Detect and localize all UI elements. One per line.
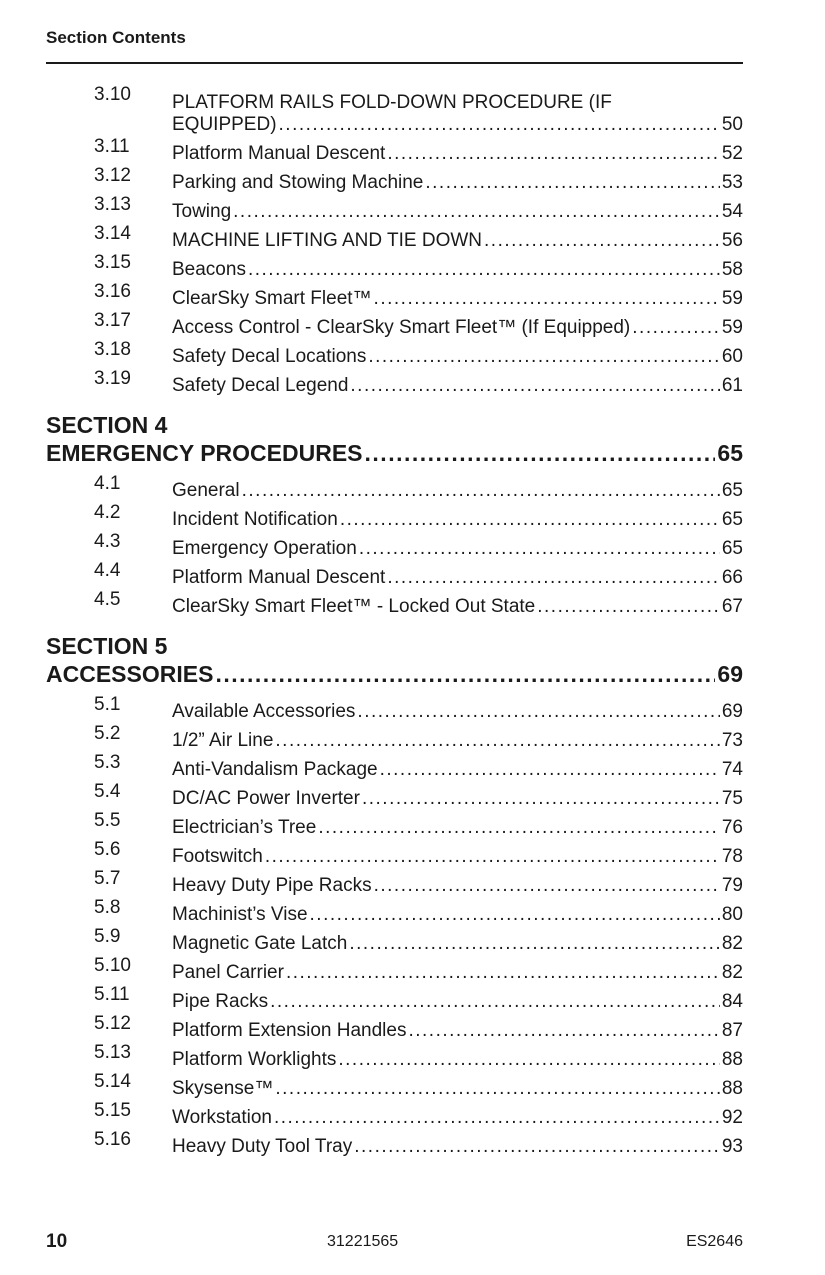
entry-title: Safety Decal Locations — [172, 346, 367, 367]
dot-leader — [354, 1136, 720, 1158]
toc-entry[interactable] — [46, 839, 743, 868]
entry-page-number: 60 — [721, 346, 743, 367]
toc-entry[interactable] — [46, 560, 743, 589]
entry-body — [172, 875, 743, 897]
toc-entry[interactable] — [46, 223, 743, 252]
entry-body — [172, 346, 743, 368]
dot-leader — [425, 172, 719, 194]
dot-leader — [387, 567, 720, 589]
entry-page-number: 67 — [721, 596, 743, 617]
entry-page-number: 65 — [721, 509, 743, 530]
toc-entry[interactable] — [46, 1100, 743, 1129]
entry-number: 4.5 — [94, 589, 121, 610]
entry-title-row — [172, 1049, 743, 1071]
section-page-number: 69 — [717, 661, 743, 687]
entry-body — [172, 375, 743, 397]
entry-number: 3.11 — [94, 136, 130, 157]
entry-body — [172, 991, 743, 1013]
entry-title-row — [172, 1136, 743, 1158]
entry-number: 5.2 — [94, 723, 121, 744]
entry-title-row — [172, 288, 743, 310]
entry-page-number: 69 — [721, 701, 743, 722]
dot-leader — [374, 288, 720, 310]
dot-leader — [233, 201, 720, 223]
entry-number: 4.3 — [94, 531, 121, 552]
entry-body — [172, 172, 743, 194]
entry-title: Parking and Stowing Machine — [172, 172, 424, 193]
table-of-contents — [46, 84, 743, 1158]
entry-number: 5.16 — [94, 1129, 131, 1150]
entry-page-number: 75 — [721, 788, 743, 809]
entry-title-row — [172, 1020, 743, 1042]
entry-title-row — [172, 114, 743, 136]
entry-title: Machinist’s Vise — [172, 904, 308, 925]
toc-entry[interactable] — [46, 339, 743, 368]
dot-leader — [270, 991, 720, 1013]
entry-title: Platform Manual Descent — [172, 567, 386, 588]
entry-body — [172, 701, 743, 723]
dot-leader — [350, 375, 719, 397]
entry-title: Towing — [172, 201, 232, 222]
section-heading[interactable] — [46, 411, 743, 467]
dot-leader — [408, 1020, 719, 1042]
entry-number: 5.11 — [94, 984, 130, 1005]
entry-page-number: 54 — [721, 201, 743, 222]
entry-number: 3.13 — [94, 194, 131, 215]
entry-body — [172, 143, 743, 165]
entry-number: 5.7 — [94, 868, 121, 889]
dot-leader — [248, 259, 720, 281]
entry-title-row — [172, 596, 743, 618]
entry-page-number: 80 — [721, 904, 743, 925]
toc-entry[interactable] — [46, 1042, 743, 1071]
entry-number: 4.1 — [94, 473, 121, 494]
entry-number: 5.8 — [94, 897, 121, 918]
section-title-row — [46, 660, 743, 688]
entry-page-number: 84 — [721, 991, 743, 1012]
entry-title-row — [172, 230, 743, 252]
dot-leader — [318, 817, 720, 839]
entry-title: Workstation — [172, 1107, 272, 1128]
entry-title: Magnetic Gate Latch — [172, 933, 348, 954]
entry-number: 5.4 — [94, 781, 121, 802]
toc-entry[interactable] — [46, 136, 743, 165]
toc-entry[interactable] — [46, 1129, 743, 1158]
entry-title: Platform Worklights — [172, 1049, 337, 1070]
toc-entry[interactable] — [46, 752, 743, 781]
entry-title-row — [172, 817, 743, 839]
entry-page-number: 88 — [721, 1078, 743, 1099]
entry-title-row — [172, 346, 743, 368]
entry-title: Emergency Operation — [172, 538, 357, 559]
toc-entry[interactable] — [46, 926, 743, 955]
entry-number: 3.15 — [94, 252, 131, 273]
entry-page-number: 61 — [721, 375, 743, 396]
entry-title: Pipe Racks — [172, 991, 269, 1012]
entry-body — [172, 788, 743, 810]
entry-body — [172, 92, 743, 136]
dot-leader — [484, 230, 720, 252]
entry-number: 3.17 — [94, 310, 131, 331]
toc-entry[interactable] — [46, 984, 743, 1013]
dot-leader — [279, 114, 720, 136]
dot-leader — [362, 788, 720, 810]
entry-number: 5.13 — [94, 1042, 131, 1063]
dot-leader — [310, 904, 720, 926]
entry-title-row — [172, 201, 743, 223]
toc-entry[interactable] — [46, 897, 743, 926]
entry-body — [172, 1049, 743, 1071]
dot-leader — [359, 538, 720, 560]
dot-leader — [380, 759, 720, 781]
entry-title: ClearSky Smart Fleet™ — [172, 288, 372, 309]
entry-title-row — [172, 759, 743, 781]
entry-body — [172, 846, 743, 868]
entry-title: MACHINE LIFTING AND TIE DOWN — [172, 230, 483, 251]
dot-leader — [242, 480, 720, 502]
entry-page-number: 88 — [721, 1049, 743, 1070]
entry-page-number: 58 — [721, 259, 743, 280]
entry-title-row — [172, 172, 743, 194]
entry-title: Access Control - ClearSky Smart Fleet™ (If Equipped) — [172, 317, 631, 338]
entry-title: General — [172, 480, 240, 501]
entry-body — [172, 567, 743, 589]
entry-page-number: 56 — [721, 230, 743, 251]
entry-title: Incident Notification — [172, 509, 338, 530]
entry-title: DC/AC Power Inverter — [172, 788, 360, 809]
section-title: EMERGENCY PROCEDURES — [46, 440, 363, 466]
entry-page-number: 78 — [721, 846, 743, 867]
section-label: SECTION 5 — [46, 633, 168, 659]
entry-number: 3.14 — [94, 223, 131, 244]
entry-body — [172, 1136, 743, 1158]
dot-leader — [365, 439, 716, 467]
entry-body — [172, 201, 743, 223]
entry-page-number: 76 — [721, 817, 743, 838]
toc-entry[interactable] — [46, 310, 743, 339]
dot-leader — [275, 730, 719, 752]
dot-leader — [338, 1049, 720, 1071]
entry-body — [172, 933, 743, 955]
dot-leader — [632, 317, 720, 339]
toc-entry[interactable] — [46, 955, 743, 984]
entry-title: Footswitch — [172, 846, 263, 867]
toc-entry[interactable] — [46, 531, 743, 560]
entry-number: 5.12 — [94, 1013, 131, 1034]
entry-page-number: 92 — [721, 1107, 743, 1128]
toc-entry[interactable] — [46, 810, 743, 839]
entry-number: 5.15 — [94, 1100, 131, 1121]
toc-entry[interactable] — [46, 281, 743, 310]
entry-body — [172, 538, 743, 560]
toc-entry[interactable] — [46, 589, 743, 618]
entry-title-row — [172, 567, 743, 589]
entry-title: Heavy Duty Tool Tray — [172, 1136, 353, 1157]
entry-title-row — [172, 701, 743, 723]
entry-number: 3.18 — [94, 339, 131, 360]
dot-leader — [265, 846, 720, 868]
entry-number: 4.4 — [94, 560, 121, 581]
entry-body — [172, 904, 743, 926]
entry-page-number: 65 — [721, 480, 743, 501]
toc-entry[interactable] — [46, 1013, 743, 1042]
entry-body — [172, 288, 743, 310]
page-header-title: Section Contents — [46, 28, 186, 47]
dot-leader — [349, 933, 720, 955]
entry-body — [172, 1107, 743, 1129]
entry-page-number: 82 — [721, 962, 743, 983]
entry-title-row — [172, 904, 743, 926]
toc-entry[interactable] — [46, 84, 743, 136]
entry-title-row — [172, 788, 743, 810]
entry-number: 5.3 — [94, 752, 121, 773]
entry-title-row — [172, 933, 743, 955]
entry-title-row — [172, 1107, 743, 1129]
dot-leader — [274, 1107, 720, 1129]
dot-leader — [340, 509, 720, 531]
entry-number: 3.19 — [94, 368, 131, 389]
entry-body — [172, 962, 743, 984]
toc-entry[interactable] — [46, 502, 743, 531]
toc-entry[interactable] — [46, 473, 743, 502]
entry-number: 5.5 — [94, 810, 121, 831]
section-title: ACCESSORIES — [46, 661, 214, 687]
toc-entry[interactable] — [46, 252, 743, 281]
entry-body — [172, 480, 743, 502]
footer-model: ES2646 — [686, 1233, 743, 1250]
footer-document-number: 31221565 — [327, 1233, 399, 1250]
entry-number: 5.9 — [94, 926, 121, 947]
dot-leader — [537, 596, 720, 618]
entry-title-row — [172, 991, 743, 1013]
entry-page-number: 73 — [721, 730, 743, 751]
entry-page-number: 87 — [721, 1020, 743, 1041]
entry-title: Heavy Duty Pipe Racks — [172, 875, 372, 896]
toc-entry[interactable] — [46, 368, 743, 397]
entry-body — [172, 759, 743, 781]
section-label: SECTION 4 — [46, 412, 168, 438]
section-heading[interactable] — [46, 632, 743, 688]
entry-body — [172, 230, 743, 252]
entry-title: Electrician’s Tree — [172, 817, 317, 838]
dot-leader — [387, 143, 720, 165]
entry-number: 5.10 — [94, 955, 131, 976]
entry-page-number: 66 — [721, 567, 743, 588]
entry-title-row — [172, 375, 743, 397]
entry-title: Platform Extension Handles — [172, 1020, 407, 1041]
entry-number: 3.10 — [94, 84, 131, 105]
entry-page-number: 59 — [721, 317, 743, 338]
entry-title: Skysense™ — [172, 1078, 274, 1099]
entry-title-row — [172, 538, 743, 560]
entry-title: Beacons — [172, 259, 246, 280]
entry-page-number: 50 — [721, 114, 743, 135]
toc-entry[interactable] — [46, 1071, 743, 1100]
entry-number: 3.16 — [94, 281, 131, 302]
entry-page-number: 74 — [721, 759, 743, 780]
toc-entry[interactable] — [46, 868, 743, 897]
entry-page-number: 59 — [721, 288, 743, 309]
entry-title-row — [172, 846, 743, 868]
entry-title-row — [172, 875, 743, 897]
entry-title: Platform Manual Descent — [172, 143, 386, 164]
entry-body — [172, 1078, 743, 1100]
entry-title: Anti-Vandalism Package — [172, 759, 378, 780]
entry-title-row — [172, 730, 743, 752]
entry-page-number: 82 — [721, 933, 743, 954]
entry-title-row — [172, 259, 743, 281]
entry-body — [172, 1020, 743, 1042]
entry-body — [172, 317, 743, 339]
entry-title: ClearSky Smart Fleet™ - Locked Out State — [172, 596, 536, 617]
entry-title-line1: PLATFORM RAILS FOLD-DOWN PROCEDURE (IF — [172, 92, 612, 113]
entry-title: Available Accessories — [172, 701, 356, 722]
entry-title-row — [172, 962, 743, 984]
entry-body — [172, 596, 743, 618]
toc-entry[interactable] — [46, 723, 743, 752]
entry-title: EQUIPPED) — [172, 114, 277, 135]
entry-body — [172, 259, 743, 281]
entry-body — [172, 509, 743, 531]
entry-page-number: 79 — [721, 875, 743, 896]
entry-title-row — [172, 317, 743, 339]
entry-page-number: 93 — [721, 1136, 743, 1157]
toc-entry[interactable] — [46, 781, 743, 810]
entry-page-number: 53 — [721, 172, 743, 193]
dot-leader — [286, 962, 720, 984]
toc-entry[interactable] — [46, 165, 743, 194]
entry-title: Safety Decal Legend — [172, 375, 349, 396]
entry-body — [172, 817, 743, 839]
entry-title: 1/2” Air Line — [172, 730, 274, 751]
entry-body — [172, 730, 743, 752]
toc-entry[interactable] — [46, 194, 743, 223]
entry-number: 5.6 — [94, 839, 121, 860]
entry-title-row — [172, 1078, 743, 1100]
entry-number: 4.2 — [94, 502, 121, 523]
entry-title-row — [172, 480, 743, 502]
dot-leader — [374, 875, 720, 897]
entry-page-number: 52 — [721, 143, 743, 164]
entry-number: 5.14 — [94, 1071, 131, 1092]
section-title-row — [46, 439, 743, 467]
dot-leader — [357, 701, 719, 723]
entry-number: 5.1 — [94, 694, 121, 715]
entry-title: Panel Carrier — [172, 962, 284, 983]
toc-entry[interactable] — [46, 694, 743, 723]
header-rule — [46, 62, 743, 64]
dot-leader — [275, 1078, 719, 1100]
entry-title-row — [172, 143, 743, 165]
entry-page-number: 65 — [721, 538, 743, 559]
entry-number: 3.12 — [94, 165, 131, 186]
dot-leader — [215, 660, 715, 688]
entry-title-row — [172, 509, 743, 531]
footer-page-number: 10 — [46, 1231, 68, 1252]
section-page-number: 65 — [717, 440, 743, 466]
dot-leader — [368, 346, 720, 368]
